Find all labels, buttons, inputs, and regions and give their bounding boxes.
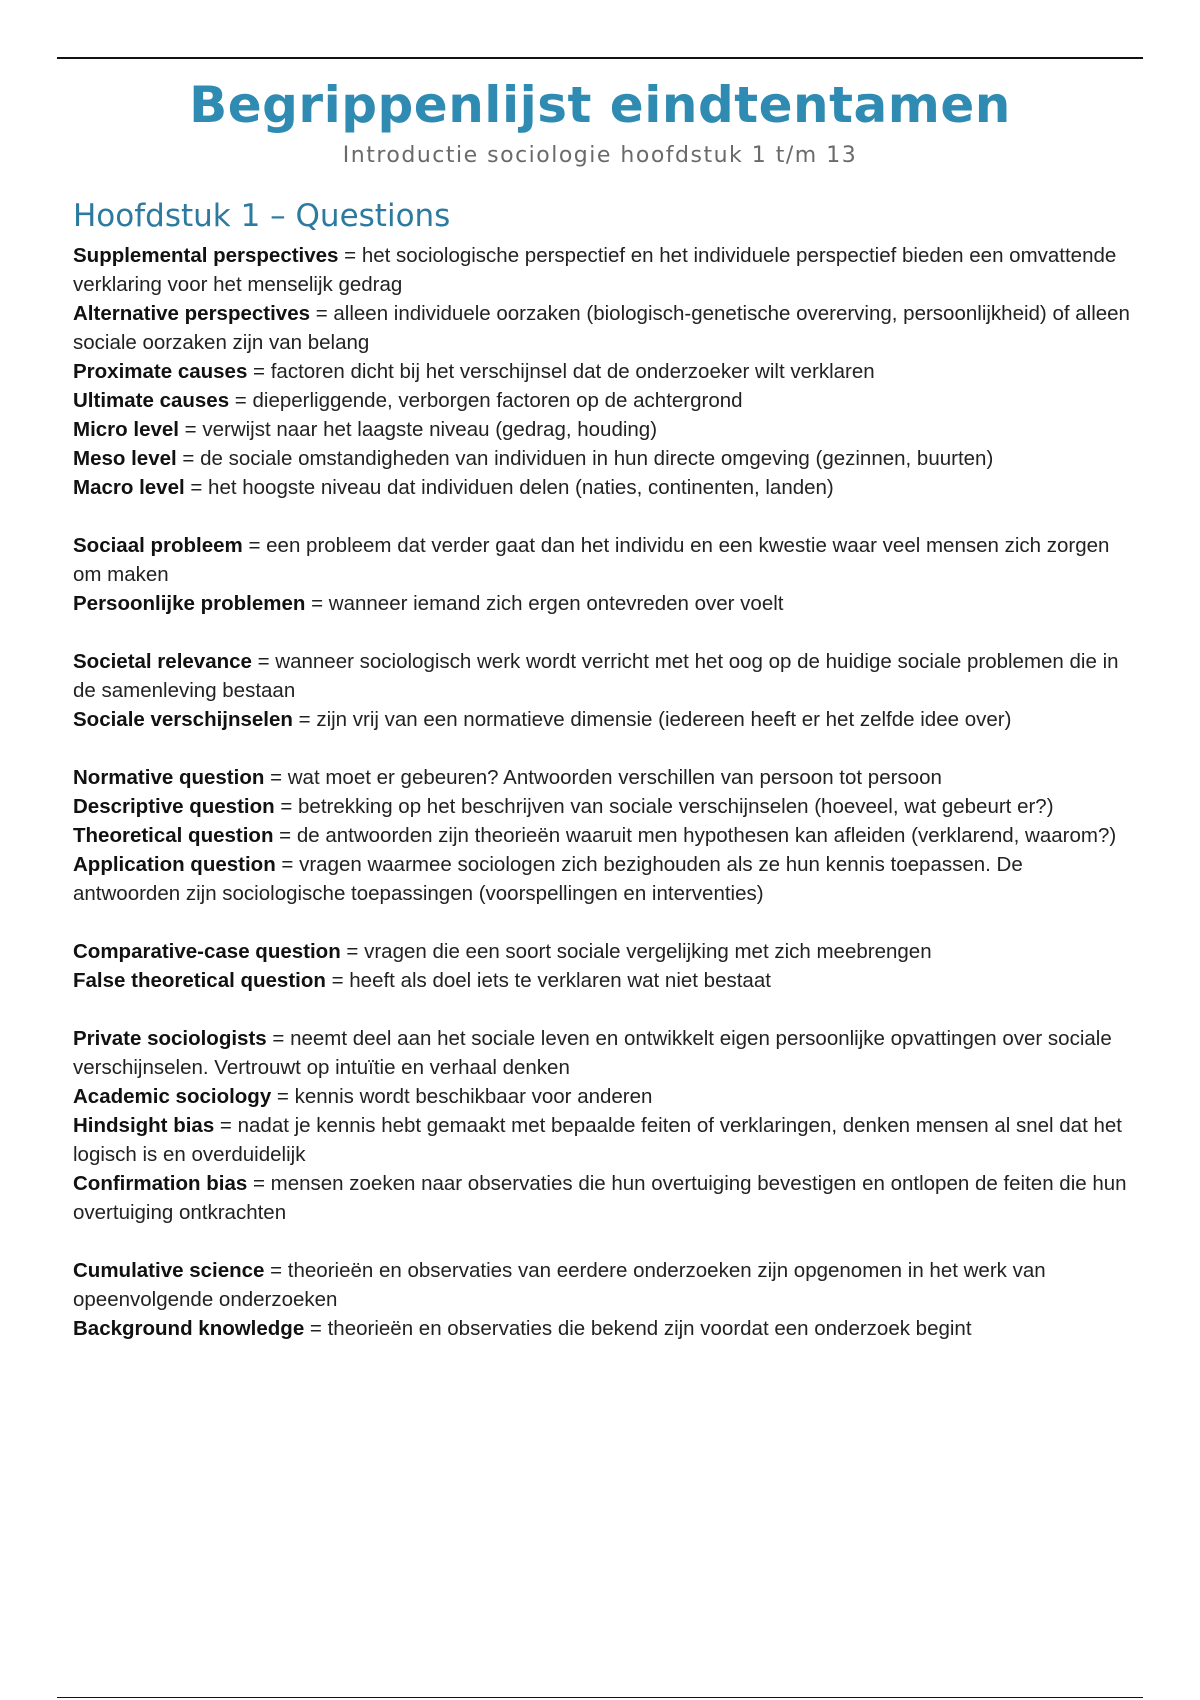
term-separator: = [242, 534, 267, 557]
term-entry [73, 1314, 1133, 1343]
chapter-heading: Hoofdstuk 1 – Questions [73, 198, 451, 234]
term-separator: = [178, 418, 203, 441]
term-group [73, 647, 1133, 734]
term-name: Application question [73, 853, 276, 876]
term-separator: = [338, 244, 362, 267]
bottom-rule [57, 1697, 1143, 1698]
term-name: Academic sociology [73, 1085, 272, 1108]
term-entry [73, 647, 1133, 705]
term-definition: betrekking op het beschrijven van sociale verschijnselen (hoeveel, wat gebeurt er?) [298, 795, 1054, 818]
term-separator: = [176, 447, 201, 470]
term-separator: = [251, 650, 276, 673]
term-separator: = [247, 1172, 271, 1195]
term-group [73, 241, 1133, 502]
term-separator: = [275, 853, 300, 876]
term-separator: = [304, 1317, 328, 1340]
term-definition: de sociale omstandigheden van individuen in hun directe omgeving (gezinnen, buurten) [200, 447, 994, 470]
term-definition: theorieën en observaties van eerdere onderzoeken zijn opgenomen in het werk van opeenvolgende onderzoeken [73, 1259, 1046, 1311]
term-entry [73, 763, 1133, 792]
term-separator: = [274, 795, 299, 818]
term-definition: verwijst naar het laagste niveau (gedrag, houding) [202, 418, 658, 441]
term-definition: mensen zoeken naar observaties die hun overtuiging bevestigen en ontlopen de feiten die hun overtuiging ontkrachten [73, 1172, 1127, 1224]
term-separator: = [273, 824, 297, 847]
term-entry [73, 386, 1133, 415]
term-name: Descriptive question [73, 795, 275, 818]
term-name: Cumulative science [73, 1259, 265, 1282]
term-definition: vragen die een soort sociale vergelijking met zich meebrengen [364, 940, 932, 963]
term-group [73, 1024, 1133, 1227]
term-name: Sociale verschijnselen [73, 708, 293, 731]
term-definition: factoren dicht bij het verschijnsel dat de onderzoeker wilt verklaren [270, 360, 875, 383]
term-list [73, 241, 1133, 1372]
term-name: Persoonlijke problemen [73, 592, 306, 615]
term-entry [73, 531, 1133, 589]
term-name: Theoretical question [73, 824, 274, 847]
term-entry [73, 937, 1133, 966]
term-entry [73, 299, 1133, 357]
term-name: Ultimate causes [73, 389, 230, 412]
term-name: Alternative perspectives [73, 302, 311, 325]
term-separator: = [264, 766, 288, 789]
term-group [73, 531, 1133, 618]
term-definition: vragen waarmee sociologen zich bezighouden als ze hun kennis toepassen. De antwoorden zijn sociologische toepassingen (voorspellingen en interventies) [73, 853, 1023, 905]
term-entry [73, 705, 1133, 734]
term-name: Private sociologists [73, 1027, 267, 1050]
term-definition: alleen individuele oorzaken (biologisch-genetische overerving, persoonlijkheid) of alleen sociale oorzaken zijn van belang [73, 302, 1130, 354]
term-separator: = [305, 592, 329, 615]
term-name: Normative question [73, 766, 265, 789]
term-name: Proximate causes [73, 360, 248, 383]
term-definition: een probleem dat verder gaat dan het individu en een kwestie waar veel mensen zich zorgen om maken [73, 534, 1110, 586]
term-name: False theoretical question [73, 969, 326, 992]
document-title: Begrippenlijst eindtentamen [189, 76, 1011, 134]
term-separator: = [292, 708, 317, 731]
term-separator: = [325, 969, 350, 992]
term-separator: = [214, 1114, 238, 1137]
term-definition: wanneer iemand zich ergen ontevreden over voelt [328, 592, 784, 615]
term-separator: = [271, 1085, 295, 1108]
term-definition: theorieën en observaties die bekend zijn voordat een onderzoek begint [327, 1317, 972, 1340]
term-definition: het hoogste niveau dat individuen delen (naties, continenten, landen) [208, 476, 834, 499]
term-group [73, 1256, 1133, 1343]
term-name: Confirmation bias [73, 1172, 248, 1195]
term-name: Macro level [73, 476, 185, 499]
term-entry [73, 850, 1133, 908]
term-name: Supplemental perspectives [73, 244, 339, 267]
term-definition: nadat je kennis hebt gemaakt met bepaalde feiten of verklaringen, denken mensen al snel dat het logisch is en overduidelijk [73, 1114, 1122, 1166]
term-separator: = [266, 1027, 291, 1050]
term-entry [73, 473, 1133, 502]
top-rule [57, 57, 1143, 59]
term-name: Micro level [73, 418, 179, 441]
term-entry [73, 821, 1133, 850]
term-name: Sociaal probleem [73, 534, 243, 557]
term-definition: wat moet er gebeuren? Antwoorden verschillen van persoon tot persoon [287, 766, 942, 789]
term-entry [73, 792, 1133, 821]
term-entry [73, 1169, 1133, 1227]
term-separator: = [310, 302, 334, 325]
document-subtitle: Introductie sociologie hoofdstuk 1 t/m 13 [342, 143, 858, 168]
term-entry [73, 241, 1133, 299]
term-entry [73, 1024, 1133, 1082]
term-definition: wanneer sociologisch werk wordt verricht met het oog op de huidige sociale problemen die in de samenleving bestaan [73, 650, 1119, 702]
term-entry [73, 357, 1133, 386]
term-name: Comparative-case question [73, 940, 341, 963]
term-definition: neemt deel aan het sociale leven en ontwikkelt eigen persoonlijke opvattingen over sociale verschijnselen. Vertrouwt op intuïtie en verhaal denken [73, 1027, 1112, 1079]
term-entry [73, 1256, 1133, 1314]
term-entry [73, 444, 1133, 473]
term-name: Meso level [73, 447, 177, 470]
term-name: Background knowledge [73, 1317, 305, 1340]
term-entry [73, 589, 1133, 618]
term-group [73, 937, 1133, 995]
term-entry [73, 1111, 1133, 1169]
term-separator: = [264, 1259, 288, 1282]
term-definition: heeft als doel iets te verklaren wat niet bestaat [349, 969, 771, 992]
term-entry [73, 1082, 1133, 1111]
term-definition: het sociologische perspectief en het individuele perspectief bieden een omvattende verklaring voor het menselijk gedrag [73, 244, 1117, 296]
term-group [73, 763, 1133, 908]
term-entry [73, 415, 1133, 444]
term-separator: = [229, 389, 253, 412]
term-definition: zijn vrij van een normatieve dimensie (iedereen heeft er het zelfde idee over) [316, 708, 1012, 731]
term-definition: de antwoorden zijn theorieën waaruit men hypothesen kan afleiden (verklarend, waarom?) [296, 824, 1117, 847]
term-separator: = [247, 360, 271, 383]
term-name: Hindsight bias [73, 1114, 215, 1137]
term-separator: = [184, 476, 209, 499]
term-definition: dieperliggende, verborgen factoren op de achtergrond [252, 389, 743, 412]
term-definition: kennis wordt beschikbaar voor anderen [294, 1085, 653, 1108]
term-name: Societal relevance [73, 650, 252, 673]
term-entry [73, 966, 1133, 995]
term-separator: = [340, 940, 365, 963]
